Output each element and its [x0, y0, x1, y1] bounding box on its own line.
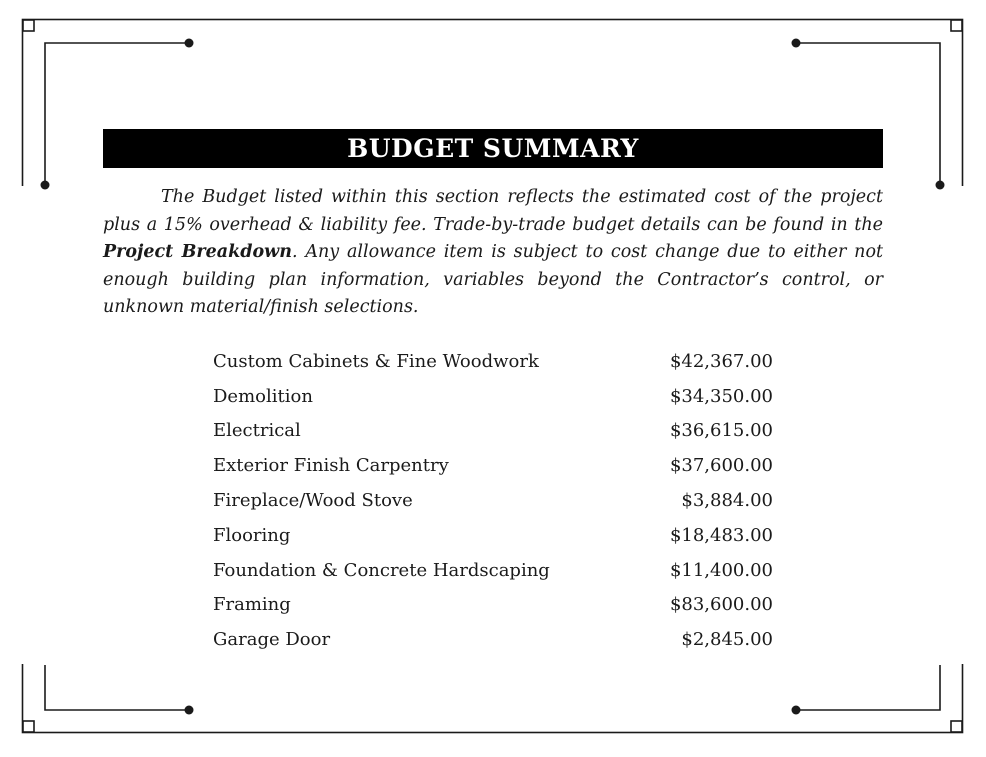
budget-row: [213, 622, 773, 657]
project-breakdown-emphasis: Project Breakdown: [103, 242, 292, 263]
budget-item-label: Electrical: [213, 420, 301, 442]
budget-row: [213, 379, 773, 414]
budget-item-amount: $11,400.00: [669, 559, 773, 581]
budget-row: [213, 448, 773, 483]
intro-text-part1: The Budget listed within this section reflects the estimated cost of the project plus a 15% overhead & liability fee. Trade-by-trade budget details can be found in the: [103, 187, 883, 235]
budget-item-label: Exterior Finish Carpentry: [213, 455, 449, 477]
budget-item-amount: $2,845.00: [681, 629, 773, 651]
budget-item-amount: $18,483.00: [669, 524, 773, 546]
budget-row: [213, 518, 773, 553]
budget-row: [213, 553, 773, 588]
budget-item-label: Fireplace/Wood Stove: [213, 490, 413, 512]
budget-item-amount: $83,600.00: [669, 594, 773, 616]
intro-text-part2: . Any allowance item is subject to cost change due to either not enough building plan information, variables beyond the Contractor’s control, or unknown material/finish selections.: [103, 242, 884, 318]
budget-item-label: Framing: [213, 594, 291, 616]
budget-item-amount: $3,884.00: [681, 490, 773, 512]
budget-row: [213, 414, 773, 449]
budget-row: [213, 483, 773, 518]
budget-list: [213, 344, 773, 662]
budget-item-label: Custom Cabinets & Fine Woodwork: [213, 350, 539, 372]
budget-item-label: Flooring: [213, 524, 291, 546]
section-title-bar: [103, 129, 883, 168]
budget-item-amount: $42,367.00: [669, 350, 773, 372]
budget-item-amount: $34,350.00: [669, 385, 773, 407]
page-title: BUDGET SUMMARY: [347, 134, 639, 163]
budget-row: [213, 588, 773, 623]
budget-item-label: Foundation & Concrete Hardscaping: [213, 559, 550, 581]
budget-item-amount: $36,615.00: [669, 420, 773, 442]
budget-item-label: Garage Door: [213, 629, 331, 651]
intro-paragraph: [103, 184, 883, 322]
budget-item-label: Demolition: [213, 385, 313, 407]
budget-item-amount: $37,600.00: [669, 455, 773, 477]
budget-row: [213, 344, 773, 379]
